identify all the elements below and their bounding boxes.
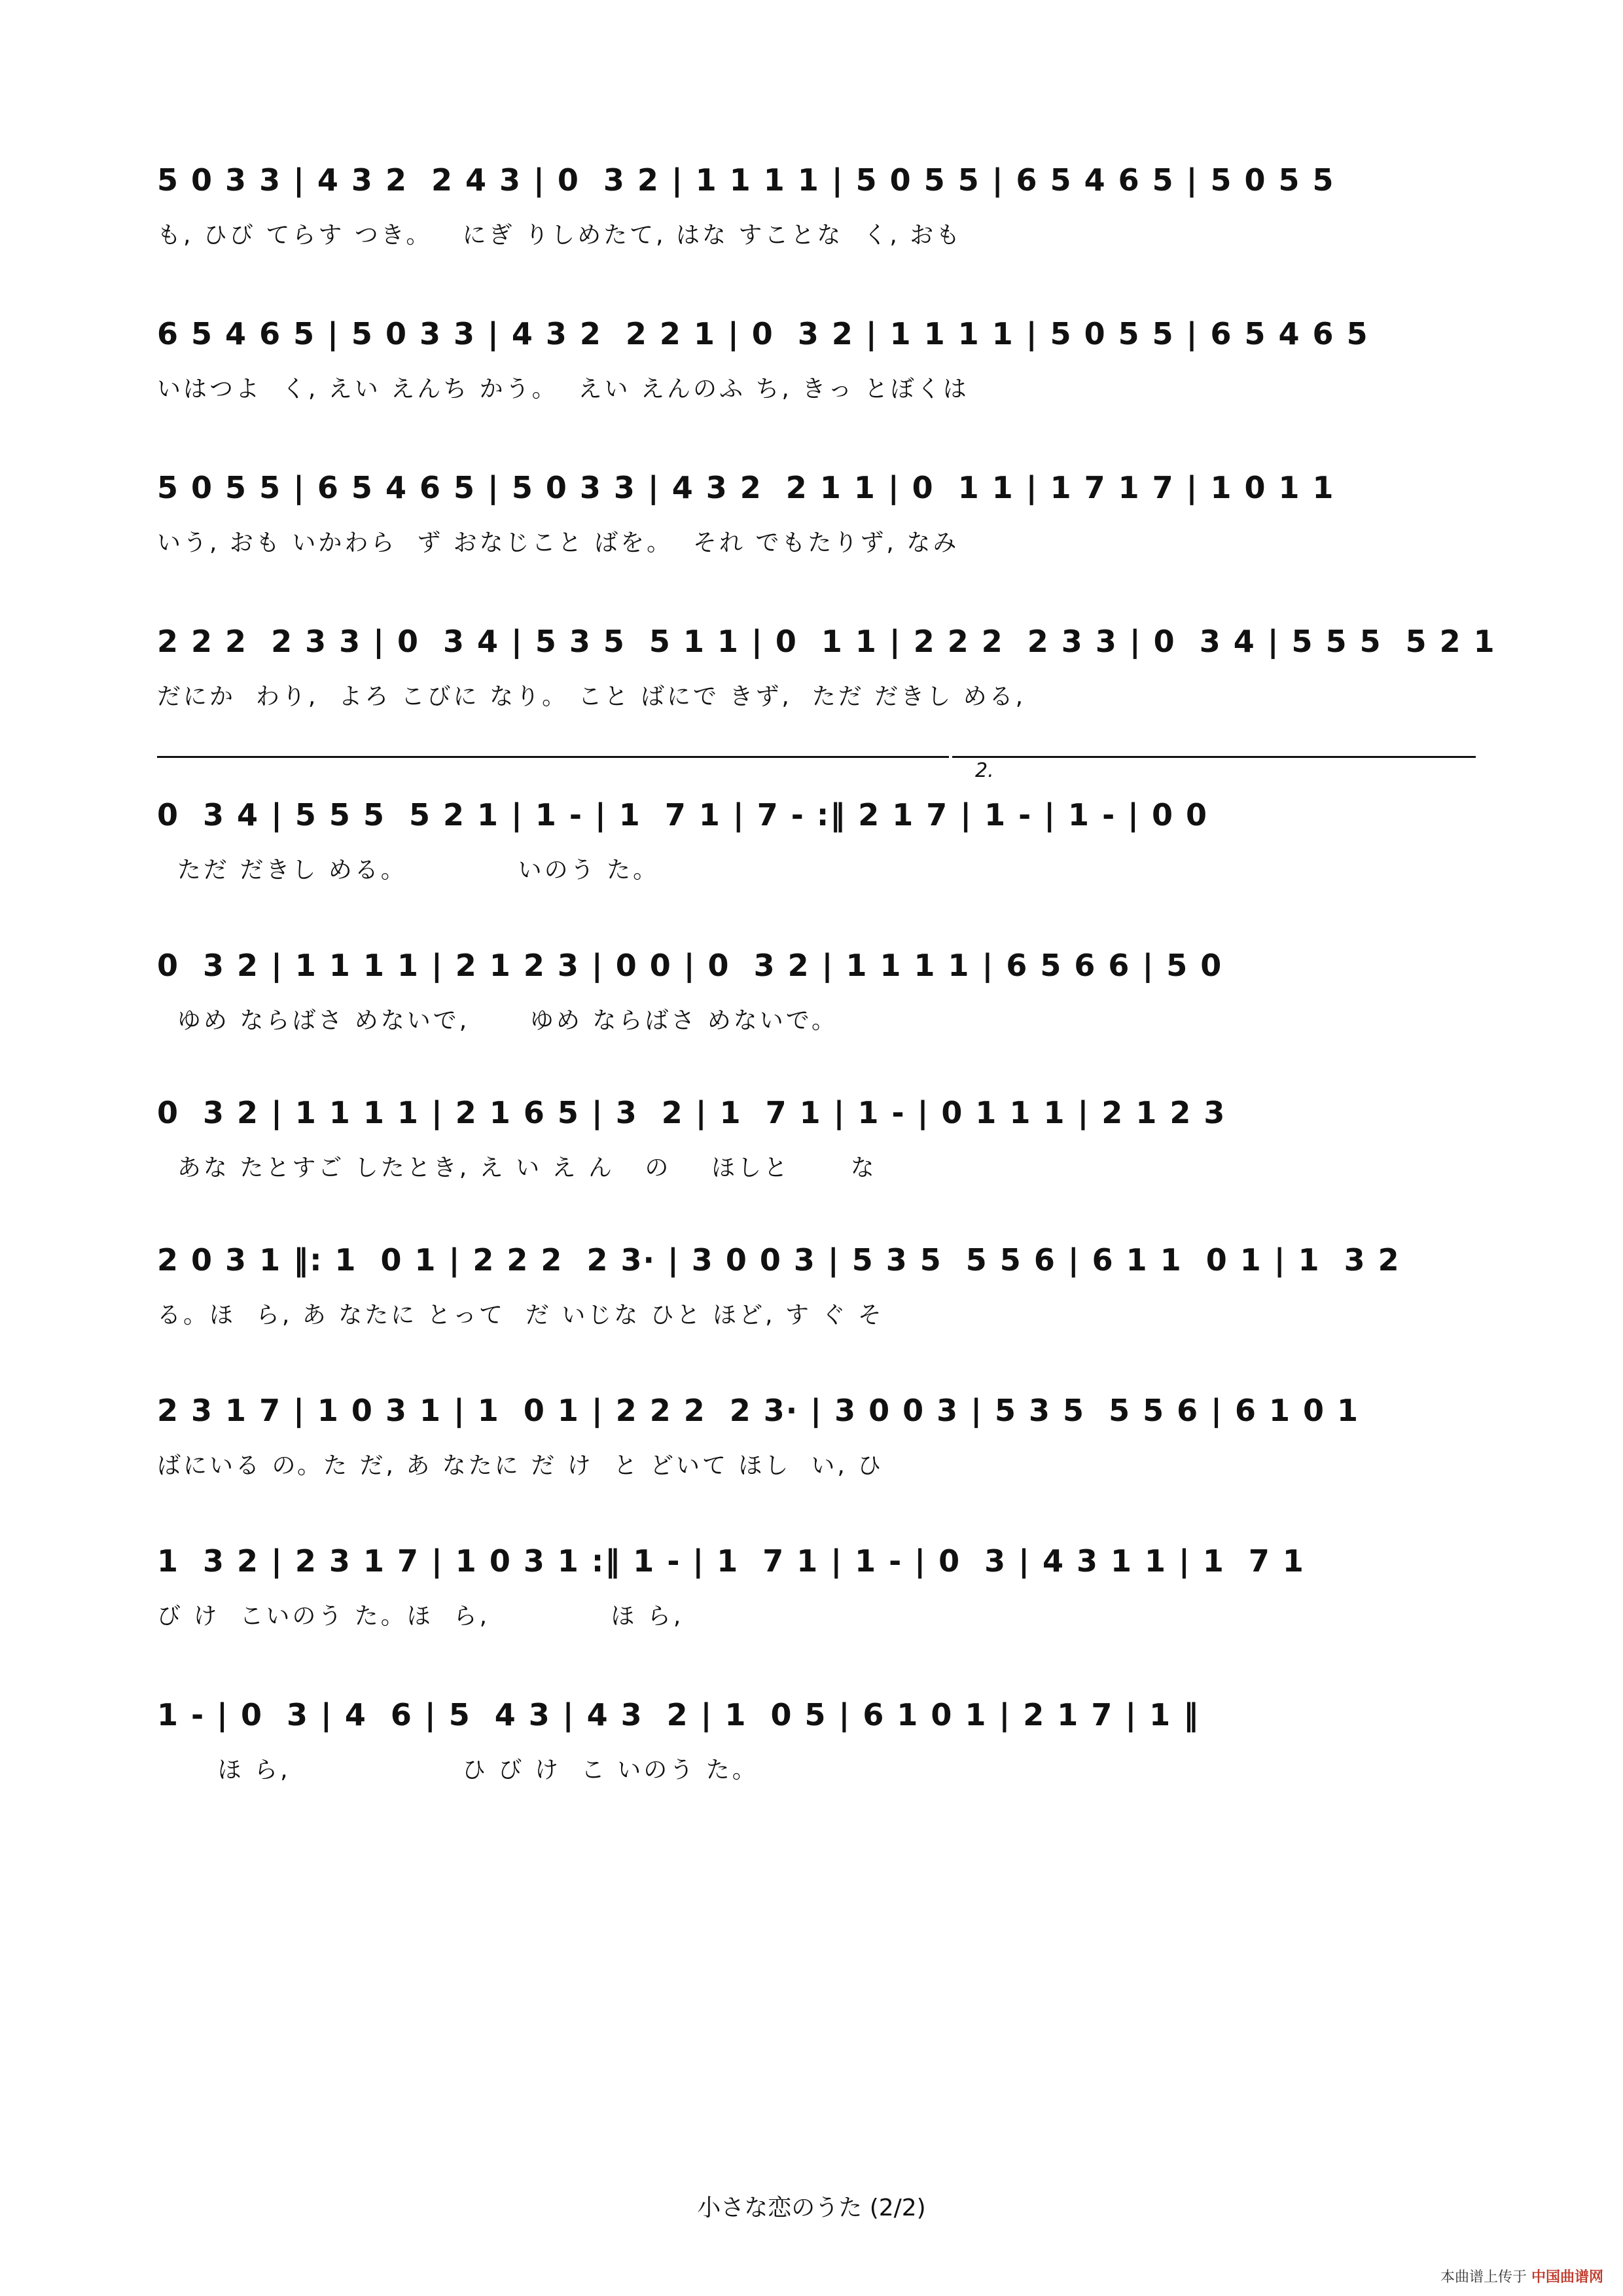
first-ending-bracket (157, 756, 949, 758)
second-ending-bracket (952, 756, 1476, 758)
lyrics-line: ばにいる の。た だ, あ なたに だ け と どいて ほし い, ひ (157, 1452, 884, 1479)
page-footer-title: 小さな恋のうた (2/2) (697, 2195, 926, 2221)
notation-line: 5 0 3 3 | 4 3 2 2 4 3 | 0 3 2 | 1 1 1 1 | 5 0 5 5 | 6 5 4 6 5 | 5 0 5 5 (157, 162, 1335, 198)
notation-line: 5 0 5 5 | 6 5 4 6 5 | 5 0 3 3 | 4 3 2 2 1 1 | 0 1 1 | 1 7 1 7 | 1 0 1 1 (157, 470, 1335, 505)
lyrics-line: あな たとすご したとき, え い え ん の ほしと な (157, 1155, 877, 1181)
notation-line: 2 3 1 7 | 1 0 3 1 | 1 0 1 | 2 2 2 2 3· | 3 0 0 3 | 5 3 5 5 5 6 | 6 1 0 1 (157, 1393, 1360, 1428)
upload-credit (1440, 2266, 1603, 2286)
notation-line: 1 3 2 | 2 3 1 7 | 1 0 3 1 :‖ 1 - | 1 7 1 | 1 - | 0 3 | 4 3 1 1 | 1 7 1 (157, 1543, 1305, 1579)
notation-line: 2 0 3 1 ‖: 1 0 1 | 2 2 2 2 3· | 3 0 0 3 | 5 3 5 5 5 6 | 6 1 1 0 1 | 1 3 2 (157, 1242, 1400, 1278)
lyrics-line: る。ほ ら, あ なたに とって だ いじな ひと ほど, す ぐ そ (157, 1302, 884, 1329)
lyrics-line: ゆめ ならばさ めないで, ゆめ ならばさ めないで。 (157, 1007, 838, 1034)
notation-line: 0 3 4 | 5 5 5 5 2 1 | 1 - | 1 7 1 | 7 - :‖ 2 1 7 | 1 - | 1 - | 0 0 (157, 797, 1209, 833)
lyrics-line: いはつよ く, えい えんち かう。 えい えんのふ ち, きっ とぼくは (157, 376, 969, 403)
credit-prefix: 本曲谱上传于 (1440, 2269, 1527, 2286)
notation-line: 0 3 2 | 1 1 1 1 | 2 1 2 3 | 0 0 | 0 3 2 | 1 1 1 1 | 6 5 6 6 | 5 0 (157, 948, 1223, 983)
lyrics-line: いう, おも いかわら ず おなじこと ばを。 それ でもたりず, なみ (157, 529, 959, 556)
site-brand: 中国曲谱网 (1531, 2269, 1603, 2286)
lyrics-line: も, ひび てらす つき。 にぎ りしめたて, はな すことな く, おも (157, 222, 963, 249)
second-ending-label: 2. (975, 759, 994, 782)
lyrics-line: び け こいのう た。ほ ら, ほ ら, (157, 1603, 684, 1630)
lyrics-line: だにか わり, よろ こびに なり。 こと ばにで きず, ただ だきし める, (157, 683, 1026, 710)
lyrics-line: ほ ら, ひ び け こ いのう た。 (157, 1757, 758, 1784)
lyrics-line: ただ だきし める。 いのう た。 (157, 857, 660, 884)
notation-line: 6 5 4 6 5 | 5 0 3 3 | 4 3 2 2 2 1 | 0 3 2 | 1 1 1 1 | 5 0 5 5 | 6 5 4 6 5 (157, 316, 1369, 351)
notation-line: 2 2 2 2 3 3 | 0 3 4 | 5 3 5 5 1 1 | 0 1 1 | 2 2 2 2 3 3 | 0 3 4 | 5 5 5 5 2 1 (157, 624, 1496, 659)
notation-line: 1 - | 0 3 | 4 6 | 5 4 3 | 4 3 2 | 1 0 5 | 6 1 0 1 | 2 1 7 | 1 ‖ (157, 1697, 1200, 1732)
notation-line: 0 3 2 | 1 1 1 1 | 2 1 6 5 | 3 2 | 1 7 1 | 1 - | 0 1 1 1 | 2 1 2 3 (157, 1095, 1226, 1130)
